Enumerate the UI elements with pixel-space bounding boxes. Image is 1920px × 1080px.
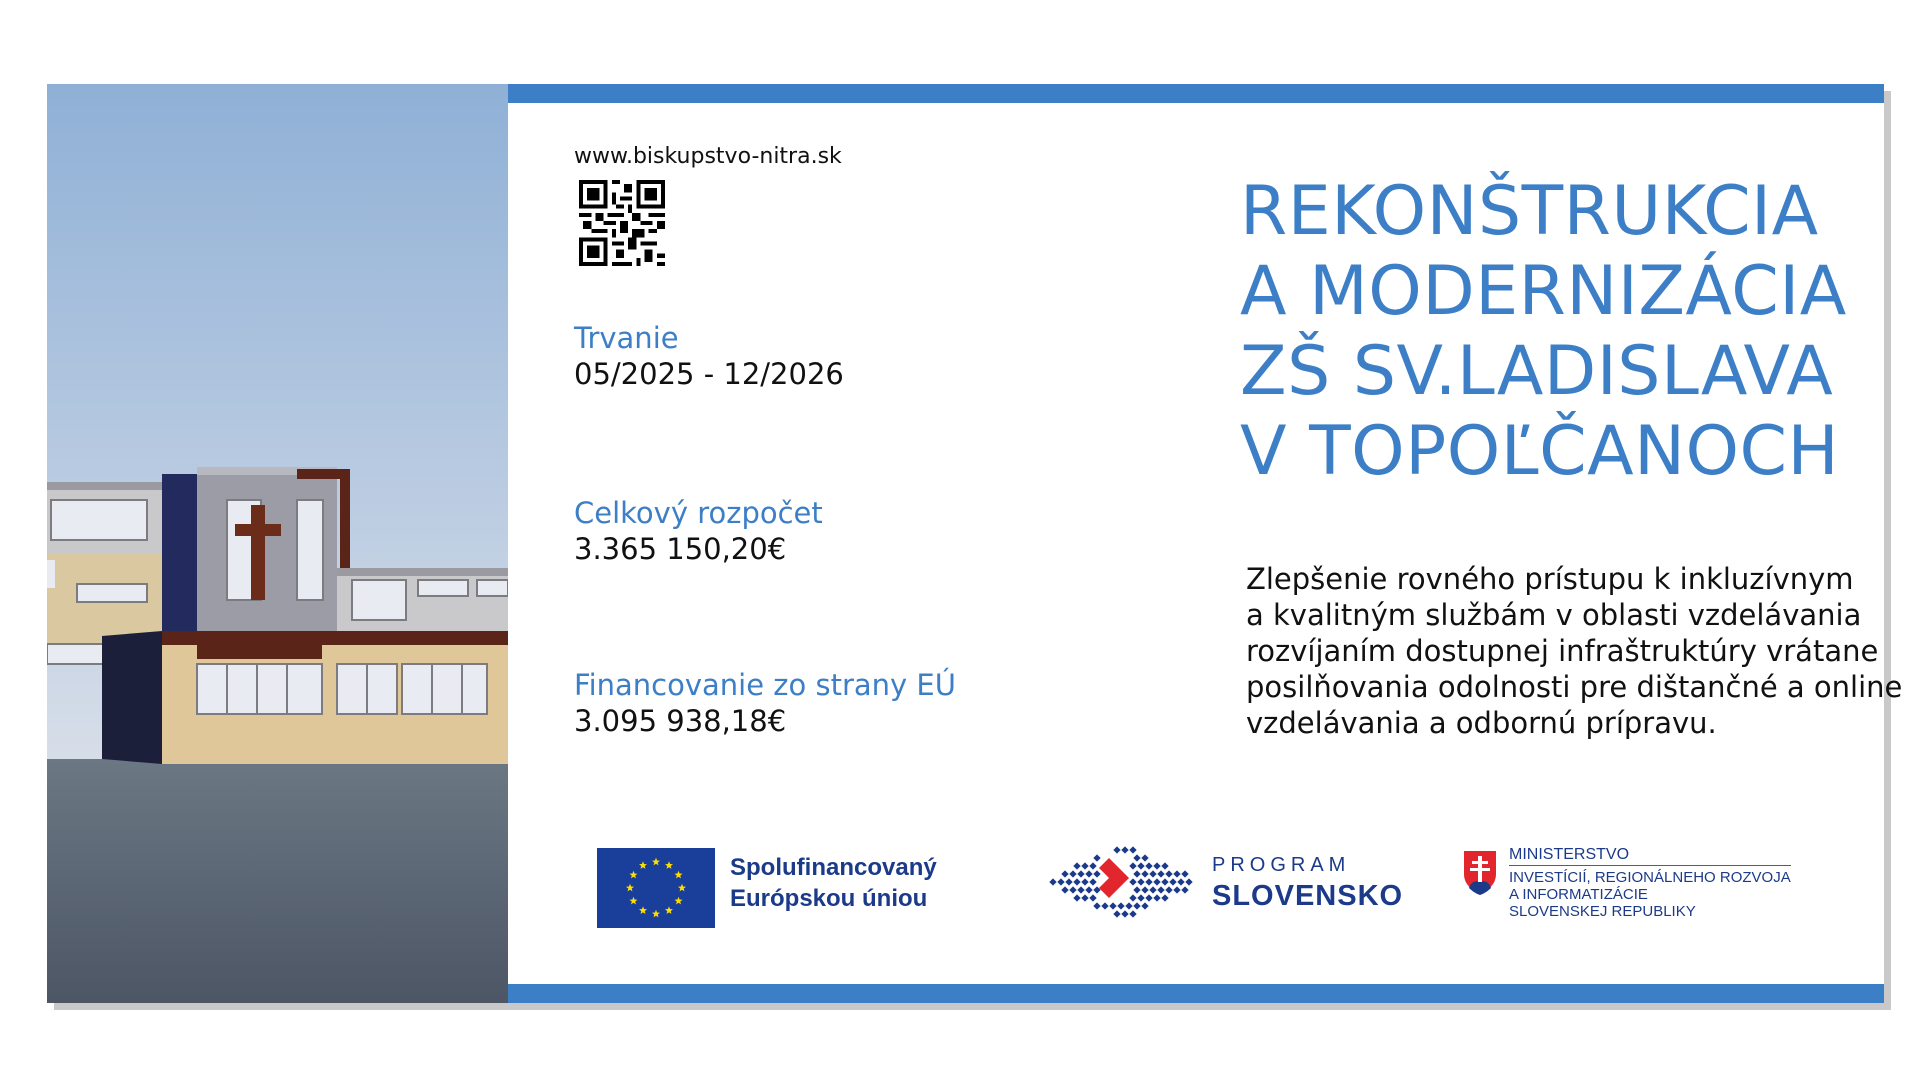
program-label: PROGRAM [1212,854,1351,876]
title-line: V TOPOĽČANOCH [1240,412,1840,491]
logo-dot [1089,894,1096,901]
logo-dot [1069,886,1076,893]
logo-dot [1081,878,1088,885]
logo-dot [1073,894,1080,901]
logo-dot [1129,862,1136,869]
logo-dot [1141,886,1148,893]
description-line: a kvalitným službám v oblasti vzdelávania [1246,598,1862,632]
logo-dot [1161,894,1168,901]
logo-dot [1093,870,1100,877]
logo-dot [1081,862,1088,869]
logo-dot [1161,862,1168,869]
logo-dot [1129,894,1136,901]
project-title [1240,172,1847,492]
project-billboard [47,84,1903,1003]
logo-dot [1149,886,1156,893]
logo-dot [1137,862,1144,869]
eu-funding-label: Financovanie zo strany EÚ [574,668,956,702]
logo-dot [1141,854,1148,861]
duration-block [574,320,844,392]
logo-dot [1081,894,1088,901]
logo-dot [1145,878,1152,885]
logo-dot [1089,862,1096,869]
title-line: REKONŠTRUKCIA [1240,172,1819,251]
logo-dot [1065,878,1072,885]
qr-code-icon [579,180,665,266]
logo-dot [1165,870,1172,877]
budget-block [574,495,823,567]
logo-dot [1101,902,1108,909]
logo-dot [1133,870,1140,877]
logo-dot [1049,878,1056,885]
logo-dot [1165,886,1172,893]
logo-dot [1061,886,1068,893]
ministry-line: A INFORMATIZÁCIE [1509,886,1648,903]
program-slovensko-text [1212,854,1403,913]
logo-dot [1125,902,1132,909]
logo-dot [1117,902,1124,909]
logo-dot [1061,870,1068,877]
logo-dot [1069,870,1076,877]
logo-dot [1093,854,1100,861]
ministry-head: MINISTERSTVO [1509,846,1791,866]
logo-dot [1129,846,1136,853]
logo-dot [1157,870,1164,877]
logo-dot [1181,870,1188,877]
logo-dot [1149,870,1156,877]
logo-dot [1057,878,1064,885]
logo-dot [1185,878,1192,885]
logo-dot [1169,878,1176,885]
logo-dot [1161,878,1168,885]
logo-dot [1113,846,1120,853]
ministry-text [1509,846,1791,920]
logo-dot [1137,894,1144,901]
eu-text-line: Spolufinancovaný [730,854,937,881]
project-description [1246,561,1902,741]
logo-dot [1073,878,1080,885]
description-line: vzdelávania a odbornú prípravu. [1246,706,1717,740]
logo-dot [1133,854,1140,861]
logo-dot [1085,870,1092,877]
logo-dot [1177,878,1184,885]
budget-value: 3.365 150,20€ [574,532,787,566]
eu-funding-block [574,667,956,739]
description-line: Zlepšenie rovného prístupu k inkluzívnym [1246,562,1854,596]
eu-flag-icon [597,848,715,928]
top-accent-band [508,84,1884,103]
ministry-line: INVESTÍCIÍ, REGIONÁLNEHO ROZVOJA [1509,869,1791,886]
logo-dot [1121,910,1128,917]
logo-dot [1173,886,1180,893]
duration-label: Trvanie [574,321,679,355]
logo-dot [1129,910,1136,917]
program-slovensko-logo-icon [1047,844,1199,926]
eu-text-line: Európskou úniou [730,885,928,912]
title-line: ZŠ SV.LADISLAVA [1240,332,1834,411]
description-line: rozvíjaním dostupnej infraštruktúry vrátane [1246,634,1879,668]
bottom-accent-band [508,984,1884,1003]
logo-dot [1173,870,1180,877]
logo-dot [1137,878,1144,885]
duration-value: 05/2025 - 12/2026 [574,357,844,391]
budget-label: Celkový rozpočet [574,496,823,530]
title-line: A MODERNIZÁCIA [1240,252,1847,331]
logo-dot [1157,886,1164,893]
logo-dot [1113,910,1120,917]
school-building-rendering [47,84,508,1003]
logo-dot [1133,902,1140,909]
ministry-line: SLOVENSKEJ REPUBLIKY [1509,903,1696,920]
eu-cofinanced-text [730,852,937,914]
logo-dot [1129,878,1136,885]
logo-dot [1153,878,1160,885]
logo-dot [1077,870,1084,877]
logo-dot [1109,902,1116,909]
logo-dot [1153,894,1160,901]
logo-dot [1085,886,1092,893]
logo-dot [1145,862,1152,869]
eu-funding-value: 3.095 938,18€ [574,704,787,738]
logo-dot [1145,894,1152,901]
logo-dot [1073,862,1080,869]
logo-dot [1121,846,1128,853]
logo-dot [1089,878,1096,885]
logo-dot [1153,862,1160,869]
logo-dot [1133,886,1140,893]
slovak-coat-of-arms-icon [1461,848,1499,896]
logo-dot [1141,870,1148,877]
logo-dot [1141,902,1148,909]
website-url: www.biskupstvo-nitra.sk [574,144,842,169]
logo-dot [1181,886,1188,893]
logo-dot [1077,886,1084,893]
logo-dot [1093,902,1100,909]
description-line: posilňovania odolnosti pre dištančné a online [1246,670,1903,704]
slovensko-label: SLOVENSKO [1212,880,1404,912]
